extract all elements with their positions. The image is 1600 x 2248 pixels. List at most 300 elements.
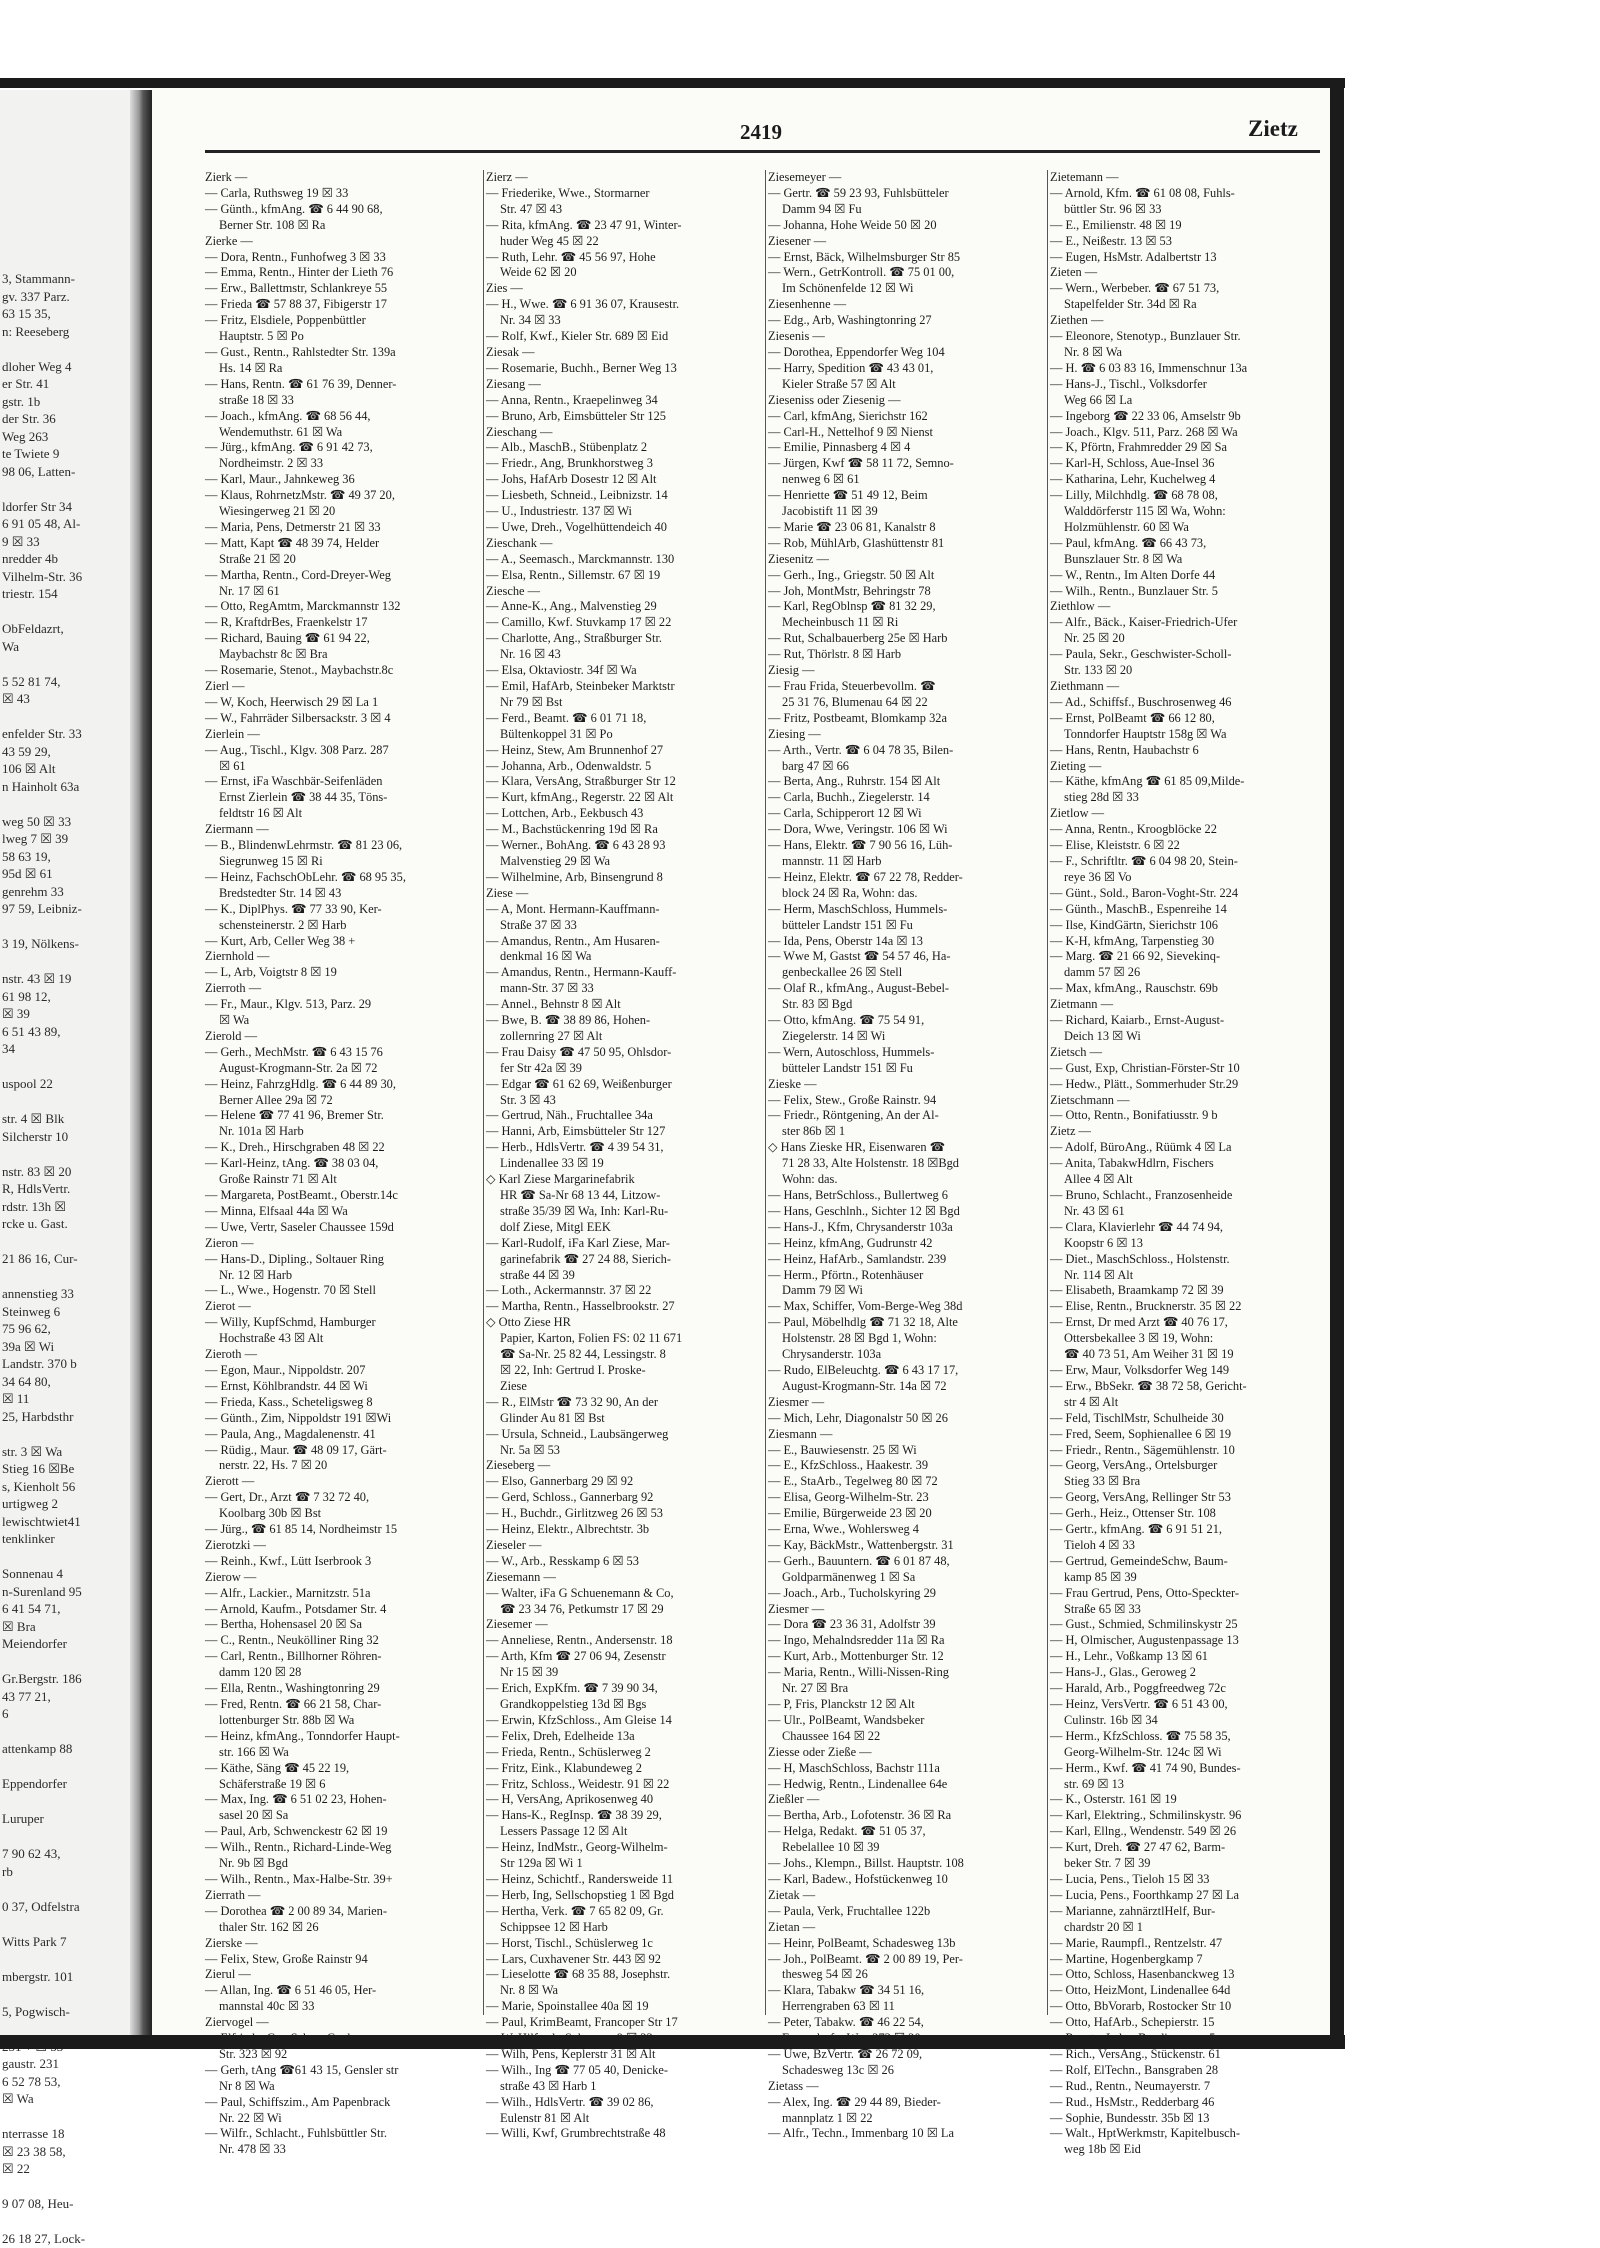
directory-entry-line: Allee 4 ☒ Alt	[1064, 1172, 1133, 1187]
directory-entry-line: — Gertr. ☎ 59 23 93, Fuhlsbütteler	[768, 185, 949, 200]
directory-entry-line: — Käthe, Säng ☎ 45 22 19,	[205, 1760, 350, 1775]
left-page-fragment-line	[2, 918, 132, 936]
directory-entry-line: Nr. 22 ☒ Wi	[219, 2110, 282, 2125]
directory-entry-line: Zierske —	[205, 1935, 258, 1950]
directory-entry-line: — K., Osterstr. 161 ☒ 19	[1050, 1792, 1177, 1807]
directory-entry-line: — Wwe M, Gastst ☎ 54 57 46, Ha-	[768, 949, 951, 964]
directory-entry-line: — Paul, Schiffszim., Am Papenbrack	[205, 2094, 391, 2109]
left-page-fragment-line	[2, 1880, 132, 1898]
directory-entry-line: Grandkoppelstieg 13d ☒ Bgs	[500, 1697, 647, 1711]
directory-entry-line: — Paula, Verk, Fruchtallee 122b	[768, 1903, 931, 1918]
directory-entry-line: — Fritz, Schloss., Weidestr. 91 ☒ 22	[486, 1776, 670, 1791]
left-page-fragment-line: 6 41 54 71,	[2, 1601, 61, 1616]
directory-entry-line: — Günt., Sold., Baron-Voght-Str. 224	[1050, 885, 1239, 900]
directory-entry-line: Nr. 478 ☒ 33	[219, 2142, 286, 2157]
directory-entry-line: Ziese	[500, 1378, 527, 1393]
directory-entry-line: Zierrath —	[205, 1887, 261, 1902]
directory-entry-line: Koolbarg 30b ☒ Bst	[219, 1506, 322, 1521]
left-page-fragment-line: annenstieg 33	[2, 1286, 74, 1301]
directory-entry-line: — C., Rentn., Neukölliner Ring 32	[205, 1633, 379, 1648]
left-page-fragment-line: 6 91 05 48, Al-	[2, 516, 81, 531]
directory-entry-line: Ziesenis —	[768, 329, 825, 344]
directory-entry-line: — Olaf R., kfmAng., August-Bebel-	[768, 981, 950, 996]
directory-entry-line: — Liesbeth, Schneid., Leibnizstr. 14	[486, 488, 668, 503]
directory-entry-line: — Lieselotte ☎ 68 35 88, Josephstr.	[486, 1967, 671, 1982]
directory-entry-line: Ziermann —	[205, 822, 269, 837]
left-page-fragment-line: 5 52 81 74,	[2, 673, 61, 689]
directory-entry-line: Ottersbekallee 3 ☒ 19, Wohn:	[1064, 1331, 1214, 1346]
directory-entry-line: — Bruno, Schlacht., Franzosenheide	[1050, 1188, 1233, 1202]
directory-entry-line: HR ☎ Sa-Nr 68 13 44, Litzow-	[500, 1188, 661, 1202]
directory-entry-line: — Matt, Kapt ☎ 48 39 74, Helder	[205, 535, 380, 550]
left-page-fragment-line	[2, 1093, 132, 1111]
directory-entry-line: Zietemann —	[1050, 170, 1119, 184]
directory-entry-line: — Wern, Autoschloss, Hummels-	[768, 1044, 935, 1059]
column-divider	[765, 170, 766, 2015]
directory-entry-line: — Gertrud, GemeindeSchw, Baum-	[1050, 1553, 1228, 1568]
directory-entry-line: — H, MaschSchloss, Bachstr 111a	[768, 1760, 940, 1775]
directory-entry-line: ◇ Hans Zieske HR, Eisenwaren ☎	[768, 1140, 946, 1155]
left-page-fragment-line: Vilhelm-Str. 36	[2, 568, 83, 584]
directory-entry-line: — Uwe, Dreh., Vogelhüttendeich 40	[486, 519, 667, 534]
directory-entry-line: — Lilly, Milchhdlg. ☎ 68 78 08,	[1050, 488, 1218, 503]
directory-entry-line: — Carl, Rentn., Billhorner Röhren-	[205, 1649, 382, 1664]
directory-entry-line: dolf Ziese, Mitgl EEK	[500, 1219, 611, 1234]
left-page-fragment-line	[2, 1793, 132, 1811]
left-page-fragment-line: 9 ☒ 33	[2, 533, 40, 549]
directory-entry-line: — Peter, Tabakw. ☎ 46 22 54,	[768, 2015, 924, 2030]
directory-entry-line: Nr. 27 ☒ Bra	[782, 1681, 849, 1696]
directory-entry-line: Zieseniss oder Ziesenig —	[768, 392, 901, 407]
directory-entry-line: Zietlow —	[1050, 806, 1105, 821]
directory-entry-line: Ziesemer —	[486, 1617, 548, 1632]
left-page-fragment-line: s, Kienholt 56	[2, 1478, 76, 1494]
directory-entry-line: — Marie, Spoinstallee 40a ☒ 19	[486, 1999, 649, 2014]
directory-entry-line: Bredstedter Str. 14 ☒ 43	[219, 885, 342, 900]
directory-entry-line: — Heinz, VersVertr. ☎ 6 51 43 00,	[1050, 1697, 1228, 1711]
left-page-fragment-line: str. 4 ☒ Blk	[2, 1111, 65, 1126]
directory-entry-line: Ziesener —	[768, 233, 827, 248]
directory-entry-line: — Wilhelmine, Arb, Binsengrund 8	[486, 869, 663, 884]
directory-entry-line: — Karl-Rudolf, iFa Karl Ziese, Mar-	[486, 1235, 670, 1250]
directory-entry-line: Zieseberg —	[486, 1458, 551, 1473]
directory-entry-line: Straße 21 ☒ 20	[219, 551, 296, 566]
directory-entry-line: Nr. 114 ☒ Alt	[1064, 1267, 1134, 1282]
directory-entry-line: — Rolf, ElTechn., Bansgraben 28	[1050, 2062, 1219, 2077]
directory-entry-line: Zietz —	[1050, 1124, 1091, 1139]
directory-entry-line: — Karl, Elektring., Schmilinskystr. 96	[1050, 1808, 1242, 1823]
left-page-fragment-line: Luruper	[2, 1811, 44, 1826]
directory-entry-line: — Rita, kfmAng. ☎ 23 47 91, Winter-	[486, 217, 682, 232]
directory-entry-line: — Frau Frida, Steuerbevollm. ☎	[768, 679, 936, 693]
directory-entry-line: Nr. 8 ☒ Wa	[500, 1983, 559, 1998]
directory-entry-line: thesweg 54 ☒ 26	[782, 1967, 868, 1982]
background-margin	[1345, 80, 1600, 2050]
directory-entry-line: Nr. 12 ☒ Harb	[219, 1267, 293, 1282]
directory-entry-line: Wendemuthstr. 61 ☒ Wa	[219, 424, 343, 439]
directory-entry-line: — Katharina, Lehr, Kuchelweg 4	[1050, 472, 1216, 487]
directory-entry-line: 25 31 76, Blumenau 64 ☒ 22	[782, 694, 928, 709]
directory-entry-line: Bunszlauer Str. 8 ☒ Wa	[1064, 551, 1183, 566]
directory-entry-line: — Paul, Arb, Schwenckestr 62 ☒ 19	[205, 1824, 388, 1839]
directory-entry-line: Chrysanderstr. 103a	[782, 1347, 882, 1362]
directory-entry-line: — Emil, HafArb, Steinbeker Marktstr	[486, 679, 675, 693]
directory-entry-line: — Heinz, Schichtf., Randersweide 11	[486, 1871, 674, 1886]
directory-entry-line: — Hans-K., RegInsp. ☎ 38 39 29,	[486, 1808, 662, 1823]
directory-entry-line: Zierot —	[205, 1299, 251, 1314]
directory-entry-line: — F., Schriftltr. ☎ 6 04 98 20, Stein-	[1050, 853, 1238, 868]
directory-entry-line: Walddörferstr 115 ☒ Wa, Wohn:	[1064, 504, 1226, 519]
directory-entry-line: Holzmühlenstr. 60 ☒ Wa	[1064, 519, 1189, 534]
left-page-fragment-line	[2, 655, 132, 673]
page-number: 2419	[740, 120, 782, 144]
directory-entry-line: — Camillo, Kwf. Stuvkamp 17 ☒ 22	[486, 615, 672, 630]
directory-entry-line: Zierotzki —	[205, 1537, 266, 1552]
directory-entry-line: — P, Fris, Planckstr 12 ☒ Alt	[768, 1697, 915, 1711]
directory-entry-line: — Carla, Buchh., Ziegelerstr. 14	[768, 790, 930, 805]
directory-entry-line: — Joach., Arb., Tucholskyring 29	[768, 1585, 936, 1600]
left-page-fragment-line: 7 90 62 43,	[2, 1846, 61, 1861]
directory-entry-line: — K-H, kfmAng, Tarpenstieg 30	[1050, 933, 1215, 948]
directory-entry-line: lottenburger Str. 88b ☒ Wa	[219, 1712, 355, 1727]
directory-entry-line: — Frau Gertrud, Pens, Otto-Speckter-	[1050, 1585, 1240, 1600]
directory-entry-line: Ziesang —	[486, 376, 541, 391]
left-page-fragment-line: n Hainholt 63a	[2, 778, 80, 794]
directory-entry-line: — Margareta, PostBeamt., Oberstr.14c	[205, 1188, 398, 1202]
directory-entry-line: — Ferd., Beamt. ☎ 6 01 71 18,	[486, 710, 647, 725]
directory-entry-line: Siegrunweg 15 ☒ Ri	[219, 853, 323, 868]
directory-entry-line: — Herm., KfzSchloss. ☎ 75 58 35,	[1050, 1728, 1231, 1743]
directory-entry-line: Str 129a ☒ Wi 1	[500, 1856, 583, 1871]
left-page-fragment-line: Steinweg 6	[2, 1303, 61, 1319]
left-page-fragment-line: lewischtwiet41	[2, 1513, 81, 1529]
directory-entry-line: — Charlotte, Ang., Straßburger Str.	[486, 631, 662, 646]
directory-entry-line: damm 57 ☒ 26	[1064, 965, 1141, 980]
directory-entry-line: — Joach., Klgv. 511, Parz. 268 ☒ Wa	[1050, 424, 1238, 439]
directory-entry-line: — Emilie, Pinnasberg 4 ☒ 4	[768, 440, 911, 455]
directory-entry-line: — Friedr., Ang, Brunkhorstweg 3	[486, 456, 653, 471]
directory-entry-line: Zieske —	[768, 1076, 817, 1091]
directory-entry-line: — Martha, Rentn., Hasselbrookstr. 27	[486, 1299, 675, 1314]
directory-entry-line: Koopstr 6 ☒ 13	[1064, 1235, 1143, 1250]
directory-entry-line: Ziervogel —	[205, 2015, 269, 2030]
left-page-fragment-line: 34	[2, 1041, 15, 1056]
right-border	[1330, 78, 1344, 2048]
directory-entry-line: — Elise, Kleiststr. 6 ☒ 22	[1050, 838, 1180, 853]
directory-entry-line: ☒ 61	[219, 758, 246, 773]
directory-entry-line: — Allan, Ing. ☎ 6 51 46 05, Her-	[205, 1983, 377, 1998]
directory-entry-line: — Ursula, Schneid., Laubsängerweg	[486, 1426, 669, 1441]
directory-entry-line: — Paul, KrimBeamt, Francoper Str 17	[486, 2015, 678, 2030]
directory-entry-line: ☎ 23 34 76, Petkumstr 17 ☒ 29	[500, 1601, 664, 1616]
directory-entry-line: — Ad., Schiffsf., Buschrosenweg 46	[1050, 694, 1232, 709]
directory-entry-line: — Helga, Redakt. ☎ 51 05 37,	[768, 1824, 926, 1839]
left-page-fragment-line: 43 77 21,	[2, 1688, 51, 1704]
directory-entry-line: — Heinz, Stew, Am Brunnenhof 27	[486, 742, 664, 757]
directory-entry-line: Ziesig —	[768, 663, 815, 678]
directory-entry-line: — Karl-Heinz, tAng. ☎ 38 03 04,	[205, 1156, 379, 1171]
directory-entry-line: — Marg. ☎ 21 66 92, Sievekinq-	[1050, 949, 1221, 964]
left-page-fragment-line: lweg 7 ☒ 39	[2, 831, 69, 846]
directory-entry-line: kamp 85 ☒ 39	[1064, 1569, 1137, 1584]
directory-entry-line: Damm 79 ☒ Wi	[782, 1283, 863, 1298]
directory-entry-line: — Heinz, IndMstr., Georg-Wilhelm-	[486, 1840, 668, 1855]
directory-entry-line: — W, Koch, Heerwisch 29 ☒ La 1	[205, 694, 379, 709]
directory-entry-line: — Anneliese, Rentn., Andersenstr. 18	[486, 1633, 673, 1648]
directory-entry-line: — R., ElMstr ☎ 73 32 90, An der	[486, 1394, 659, 1409]
left-page-fragment-line	[2, 2178, 132, 2196]
directory-entry-line: Bültenkoppel 31 ☒ Po	[500, 726, 613, 741]
directory-entry-line: straße 44 ☒ 39	[500, 1267, 575, 1282]
directory-entry-line: Georg-Wilhelm-Str. 124c ☒ Wi	[1064, 1744, 1222, 1759]
directory-entry-line: — Kurt, Arb., Mottenburger Str. 12	[768, 1649, 944, 1664]
directory-entry-line: — Elisa, Georg-Wilhelm-Str. 23	[768, 1490, 929, 1505]
directory-entry-line: — W, Hilfsarb, Suhrsweg 9 ☒ 33	[486, 2031, 653, 2046]
directory-entry-line: — Otto, BbVorarb, Rostocker Str 10	[1050, 1999, 1232, 2014]
directory-entry-line: — Ernst, PolBeamt ☎ 66 12 80,	[1050, 710, 1215, 725]
directory-entry-line: chardstr 20 ☒ 1	[1064, 1919, 1143, 1934]
directory-entry-line: nenweg 6 ☒ 61	[782, 472, 860, 487]
directory-entry-line: — Herm., Pförtn., Rotenhäuser	[768, 1267, 924, 1282]
directory-entry-line: — Wern., Werbeber. ☎ 67 51 73,	[1050, 281, 1220, 296]
left-page-fragment-line	[2, 1758, 132, 1776]
directory-entry-line: — Maria, Pens, Detmerstr 21 ☒ 33	[205, 519, 381, 534]
directory-entry-line: — Arth, Kfm ☎ 27 06 94, Zesenstr	[486, 1649, 666, 1664]
left-page-fragment-line: Gr.Bergstr. 186	[2, 1671, 82, 1686]
directory-entry-line: schensteinerstr. 2 ☒ Harb	[219, 917, 347, 932]
directory-entry-line: — Gert, Dr., Arzt ☎ 7 32 72 40,	[205, 1490, 370, 1505]
directory-entry-line: — Ernst, Bäck, Wilhelmsburger Str 85	[768, 249, 961, 264]
directory-entry-line: — E., Bauwiesenstr. 25 ☒ Wi	[768, 1442, 917, 1457]
directory-entry-line: — Elso, Gannerbarg 29 ☒ 92	[486, 1474, 634, 1489]
directory-entry-line: Damm 94 ☒ Fu	[782, 201, 862, 216]
directory-entry-line: Ziese —	[486, 885, 529, 900]
left-page-fragment-line	[2, 795, 132, 813]
directory-entry-line: — Frieda ☎ 57 88 37, Fibigerstr 17	[205, 297, 388, 312]
directory-entry-line: — Gerh., Bauuntern. ☎ 6 01 87 48,	[768, 1553, 950, 1568]
directory-entry-line: Zierott —	[205, 1474, 255, 1489]
directory-entry-line: — Fr., Maur., Klgv. 513, Parz. 29	[205, 997, 372, 1012]
directory-entry-line: — Ernst, iFa Waschbär-Seifenläden	[205, 774, 383, 789]
directory-entry-line: Mecheinbusch 11 ☒ Ri	[782, 615, 899, 630]
directory-entry-line: Zietschmann —	[1050, 1092, 1130, 1107]
left-page-fragment-line: ☒ Bra	[2, 1618, 36, 1634]
directory-entry-line: Nr. 17 ☒ 61	[219, 583, 280, 598]
directory-entry-line: — Herb, Ing, Sellschopstieg 1 ☒ Bgd	[486, 1887, 675, 1902]
directory-entry-line: Nr. 25 ☒ 20	[1064, 631, 1125, 646]
directory-entry-line: — Felix, Dreh, Edelheide 13a	[486, 1728, 635, 1743]
directory-entry-line: — Wilh, Pens, Keplerstr 31 ☒ Alt	[486, 2046, 656, 2061]
directory-entry-line: — Günth., kfmAng. ☎ 6 44 90 68,	[205, 201, 383, 216]
directory-entry-line: Ziesemeyer —	[768, 170, 842, 184]
directory-entry-line: Str. 3 ☒ 43	[500, 1092, 556, 1107]
directory-entry-line: block 24 ☒ Ra, Wohn: das.	[782, 885, 918, 900]
directory-entry-line: Nr. 16 ☒ 43	[500, 647, 561, 662]
directory-entry-line: — Jürg., kfmAng. ☎ 6 91 42 73,	[205, 440, 373, 455]
directory-entry-line: — Lucia, Pens., Tieloh 15 ☒ 33	[1050, 1871, 1210, 1886]
directory-entry-line: — Alfr., Techn., Immenbarg 10 ☒ La	[768, 2126, 954, 2141]
directory-entry-line: August-Krogmann-Str. 2a ☒ 72	[219, 1060, 378, 1075]
directory-column-3	[768, 170, 1045, 2142]
directory-entry-line: Zierke —	[205, 233, 253, 248]
directory-entry-line: Ziethen —	[1050, 313, 1104, 328]
directory-entry-line: — Rud., HsMstr., Redderbarg 46	[1050, 2094, 1215, 2109]
directory-entry-line: — Marie ☎ 23 06 81, Kanalstr 8	[768, 519, 936, 534]
directory-entry-line: — Arnold, Kfm. ☎ 61 08 08, Fuhls-	[1050, 185, 1235, 200]
directory-entry-line: — Rob, MühlArb, Glashüttenstr 81	[768, 535, 945, 550]
directory-entry-line: Nr. 43 ☒ 61	[1064, 1203, 1125, 1218]
directory-entry-line: — Erw, Maur, Volksdorfer Weg 149	[1050, 1362, 1230, 1377]
directory-entry-line: — Hans-J., Kfm, Chrysanderstr 103a	[768, 1219, 953, 1234]
directory-entry-line: Zietsch —	[1050, 1044, 1102, 1059]
directory-entry-line: Ziegelerstr. 14 ☒ Wi	[782, 1028, 886, 1043]
directory-entry-line: barg 47 ☒ 66	[782, 758, 849, 773]
directory-entry-line: — Otto, Rentn., Bonifatiusstr. 9 b	[1050, 1108, 1218, 1123]
directory-entry-line: — Max, Schiffer, Vom-Berge-Weg 38d	[768, 1299, 963, 1314]
directory-entry-line: — H, VersAng, Aprikosenweg 40	[486, 1792, 654, 1807]
directory-entry-line: — Max, Ing. ☎ 6 51 02 23, Hohen-	[205, 1792, 387, 1807]
directory-entry-line: — Ernst, Köhlbrandstr. 44 ☒ Wi	[205, 1378, 368, 1393]
left-page-fragment-line: 3, Stammann-	[2, 271, 75, 286]
directory-entry-line: — Horst, Tischl., Schüslerweg 1c	[486, 1935, 653, 1950]
directory-entry-line: — Heinr, PolBeamt, Schadesweg 13b	[768, 1935, 956, 1950]
directory-entry-line: mannplatz 1 ☒ 22	[782, 2110, 873, 2125]
directory-entry-line: — Lars, Cuxhavener Str. 443 ☒ 92	[486, 1951, 661, 1966]
directory-entry-line: weg 18b ☒ Eid	[1064, 2142, 1141, 2157]
left-page-fragment-line: Stieg 16 ☒Be	[2, 1461, 75, 1476]
directory-entry-line: — Friederike, Wwe., Stormarner	[486, 185, 650, 200]
left-page-fragment-line: nstr. 43 ☒ 19	[2, 971, 72, 986]
directory-entry-line: — Alb., MaschB., Stübenplatz 2	[486, 440, 648, 455]
directory-entry-line: — Heinz, Elektr. ☎ 67 22 78, Redder-	[768, 869, 963, 884]
directory-entry-line: — Willi, Kwf, Grumbrechtstraße 48	[486, 2126, 666, 2141]
directory-entry-line: Straße 37 ☒ 33	[500, 917, 577, 932]
directory-entry-line: bütteler Landstr 151 ☒ Fu	[782, 917, 913, 932]
directory-entry-line: Nr. 34 ☒ 33	[500, 313, 561, 328]
directory-entry-line: Zieron —	[205, 1235, 254, 1250]
directory-entry-line: — Mich, Lehr, Diagonalstr 50 ☒ 26	[768, 1410, 948, 1425]
directory-entry-line: — Henriette ☎ 51 49 12, Beim	[768, 488, 928, 503]
directory-entry-line: — Johanna, Arb., Odenwaldstr. 5	[486, 758, 652, 773]
directory-entry-line: — Fritz, Postbeamt, Blomkamp 32a	[768, 710, 947, 725]
directory-entry-line: Stieg 33 ☒ Bra	[1064, 1474, 1141, 1489]
directory-entry-line: mannstal 40c ☒ 33	[219, 1999, 315, 2014]
directory-entry-line: — Rut, Schalbauerberg 25e ☒ Harb	[768, 631, 948, 646]
directory-entry-line: — Friedr., Rentn., Sägemühlenstr. 10	[1050, 1442, 1235, 1457]
left-page-fragment-line: Sonnenau 4	[2, 1566, 64, 1581]
directory-entry-line: — Karl, RegOblnsp ☎ 81 32 29,	[768, 599, 936, 614]
left-page-fragment-line: 106 ☒ Alt	[2, 761, 56, 776]
left-page-fragment-line: uspool 22	[2, 1076, 53, 1091]
directory-entry-line: — Hans, Rentn, Haubachstr 6	[1050, 742, 1199, 757]
left-page-fragment-line: ldorfer Str 34	[2, 498, 73, 514]
directory-entry-line: — H. ☎ 6 03 83 16, Immenschnur 13a	[1050, 360, 1248, 375]
directory-entry-line: — Renate, Lehr., Bendixenweg 5	[1050, 2031, 1216, 2046]
directory-entry-line: — Klara, Tabakw ☎ 34 51 16,	[768, 1983, 925, 1998]
directory-entry-line: ☒ Wa	[219, 1013, 250, 1028]
directory-entry-line: — Bwe, B. ☎ 38 89 86, Hohen-	[486, 1013, 651, 1028]
directory-entry-line: Tonndorfer Hauptstr 158g ☒ Wa	[1064, 726, 1227, 741]
directory-entry-line: Wiesingerweg 21 ☒ 20	[219, 504, 336, 519]
left-page-fragment-line: 9 07 08, Heu-	[2, 2196, 74, 2211]
left-page-fragment-line	[2, 2108, 132, 2126]
directory-entry-line: — Martine, Hogenbergkamp 7	[1050, 1951, 1203, 1966]
left-page-fragment-line: gaustr. 231	[2, 2056, 60, 2071]
directory-entry-line: — Martha, Rentn., Cord-Dreyer-Weg	[205, 567, 391, 582]
directory-entry-line: — Wilh., Rentn., Max-Halbe-Str. 39+	[205, 1871, 393, 1886]
directory-entry-line: — Walter, iFa G Schuenemann & Co,	[486, 1585, 674, 1600]
left-page-fragment-line: Meiendorfer	[2, 1636, 67, 1651]
directory-entry-line: straße 18 ☒ 33	[219, 392, 294, 407]
directory-entry-line: Zies —	[486, 281, 523, 296]
directory-entry-line: ☎ 40 73 51, Am Weiher 31 ☒ 19	[1064, 1347, 1234, 1362]
directory-entry-line: Eppendorfer Weg 273 ☒ 20	[782, 2031, 921, 2046]
directory-entry-line: — H., Wwe. ☎ 6 91 36 07, Krausestr.	[486, 297, 680, 312]
directory-entry-line: Schippsee 12 ☒ Harb	[500, 1919, 608, 1934]
directory-entry-line: Zieting —	[1050, 758, 1102, 773]
directory-entry-line: genbeckallee 26 ☒ Stell	[782, 965, 903, 980]
directory-entry-line: — Eleonore, Stenotyp., Bunzlauer Str.	[1050, 329, 1241, 344]
directory-entry-line: — Marie, Raumpfl., Rentzelstr. 47	[1050, 1935, 1223, 1950]
directory-entry-line: Str. 323 ☒ 92	[219, 2046, 288, 2061]
left-page-fragment-line: tenklinker	[2, 1531, 55, 1546]
left-page-fragment-line: Landstr. 370 b	[2, 1356, 77, 1371]
directory-entry-line: Kieler Straße 57 ☒ Alt	[782, 376, 896, 391]
directory-entry-line: — Erich, ExpKfm. ☎ 7 39 90 34,	[486, 1681, 658, 1696]
directory-entry-line: — Heinz, HafArb., Samlandstr. 239	[768, 1251, 947, 1266]
left-page-fragment-line: enfelder Str. 33	[2, 726, 82, 741]
left-page-fragment-line: genrehm 33	[2, 883, 64, 899]
directory-entry-line: zollernring 27 ☒ Alt	[500, 1028, 603, 1043]
directory-entry-line: — Wilh., Rentn., Bunzlauer Str. 5	[1050, 583, 1218, 598]
directory-entry-line: stieg 28d ☒ 33	[1064, 790, 1139, 805]
left-page-fragment-line: nterrasse 18	[2, 2126, 65, 2141]
directory-entry-line: — Heinz, kfmAng, Gudrunstr 42	[768, 1235, 933, 1250]
left-page-fragment-line	[2, 1950, 132, 1968]
left-page-fragment-line: 58 63 19,	[2, 848, 51, 864]
directory-entry-line: Berner Allee 29a ☒ 72	[219, 1092, 333, 1107]
left-page-fragment-line	[2, 1268, 132, 1286]
directory-entry-line: Nordheimstr. 2 ☒ 33	[219, 456, 324, 471]
directory-entry-line: — Alfr., Lackier., Marnitzstr. 51a	[205, 1585, 371, 1600]
directory-entry-line: — Alfr., Bäck., Kaiser-Friedrich-Ufer	[1050, 615, 1238, 630]
directory-entry-line: — Johanna, Hohe Weide 50 ☒ 20	[768, 217, 937, 232]
directory-entry-line: — Elfriede, GemSchw., Cuxhavener	[205, 2031, 387, 2046]
left-page-fragment-line: 0 37, Odfelstra	[2, 1898, 80, 1914]
directory-entry-line: — Heinz, Elektr., Albrechtstr. 3b	[486, 1522, 650, 1537]
directory-entry-line: Chaussee 164 ☒ 22	[782, 1728, 881, 1743]
directory-entry-line: Ziernhold —	[205, 949, 270, 964]
directory-entry-line: reye 36 ☒ Vo	[1064, 869, 1132, 884]
directory-entry-line: Jacobistift 11 ☒ 39	[782, 504, 878, 519]
left-page-fragment-line: er Str. 41	[2, 376, 50, 391]
directory-entry-line: — E., KfzSchloss., Haakestr. 39	[768, 1458, 929, 1473]
column-divider	[1047, 170, 1048, 2015]
directory-entry-line: — Amandus, Rentn., Hermann-Kauff-	[486, 965, 677, 980]
directory-entry-line: — Otto, RegAmtm, Marckmannstr 132	[205, 599, 401, 614]
directory-entry-line: — A., Seemasch., Marckmannstr. 130	[486, 551, 675, 566]
directory-column-4	[1050, 170, 1330, 2158]
directory-entry-line: — Johs, HafArb Dosestr 12 ☒ Alt	[486, 472, 657, 487]
directory-entry-line: — Karl, Badew., Hofstückenweg 10	[768, 1871, 948, 1886]
directory-entry-line: — Lucia, Pens., Foorthkamp 27 ☒ La	[1050, 1887, 1240, 1902]
directory-entry-line: Ziesmer —	[768, 1601, 825, 1616]
directory-entry-line: Zieseler —	[486, 1537, 542, 1552]
directory-entry-line: Papier, Karton, Folien FS: 02 11 671	[500, 1331, 683, 1346]
book-gutter	[130, 90, 152, 2040]
directory-entry-line: ☎ Sa-Nr. 25 82 44, Lessingstr. 8	[500, 1347, 666, 1362]
left-page-fragment-line: Eppendorfer	[2, 1776, 67, 1791]
